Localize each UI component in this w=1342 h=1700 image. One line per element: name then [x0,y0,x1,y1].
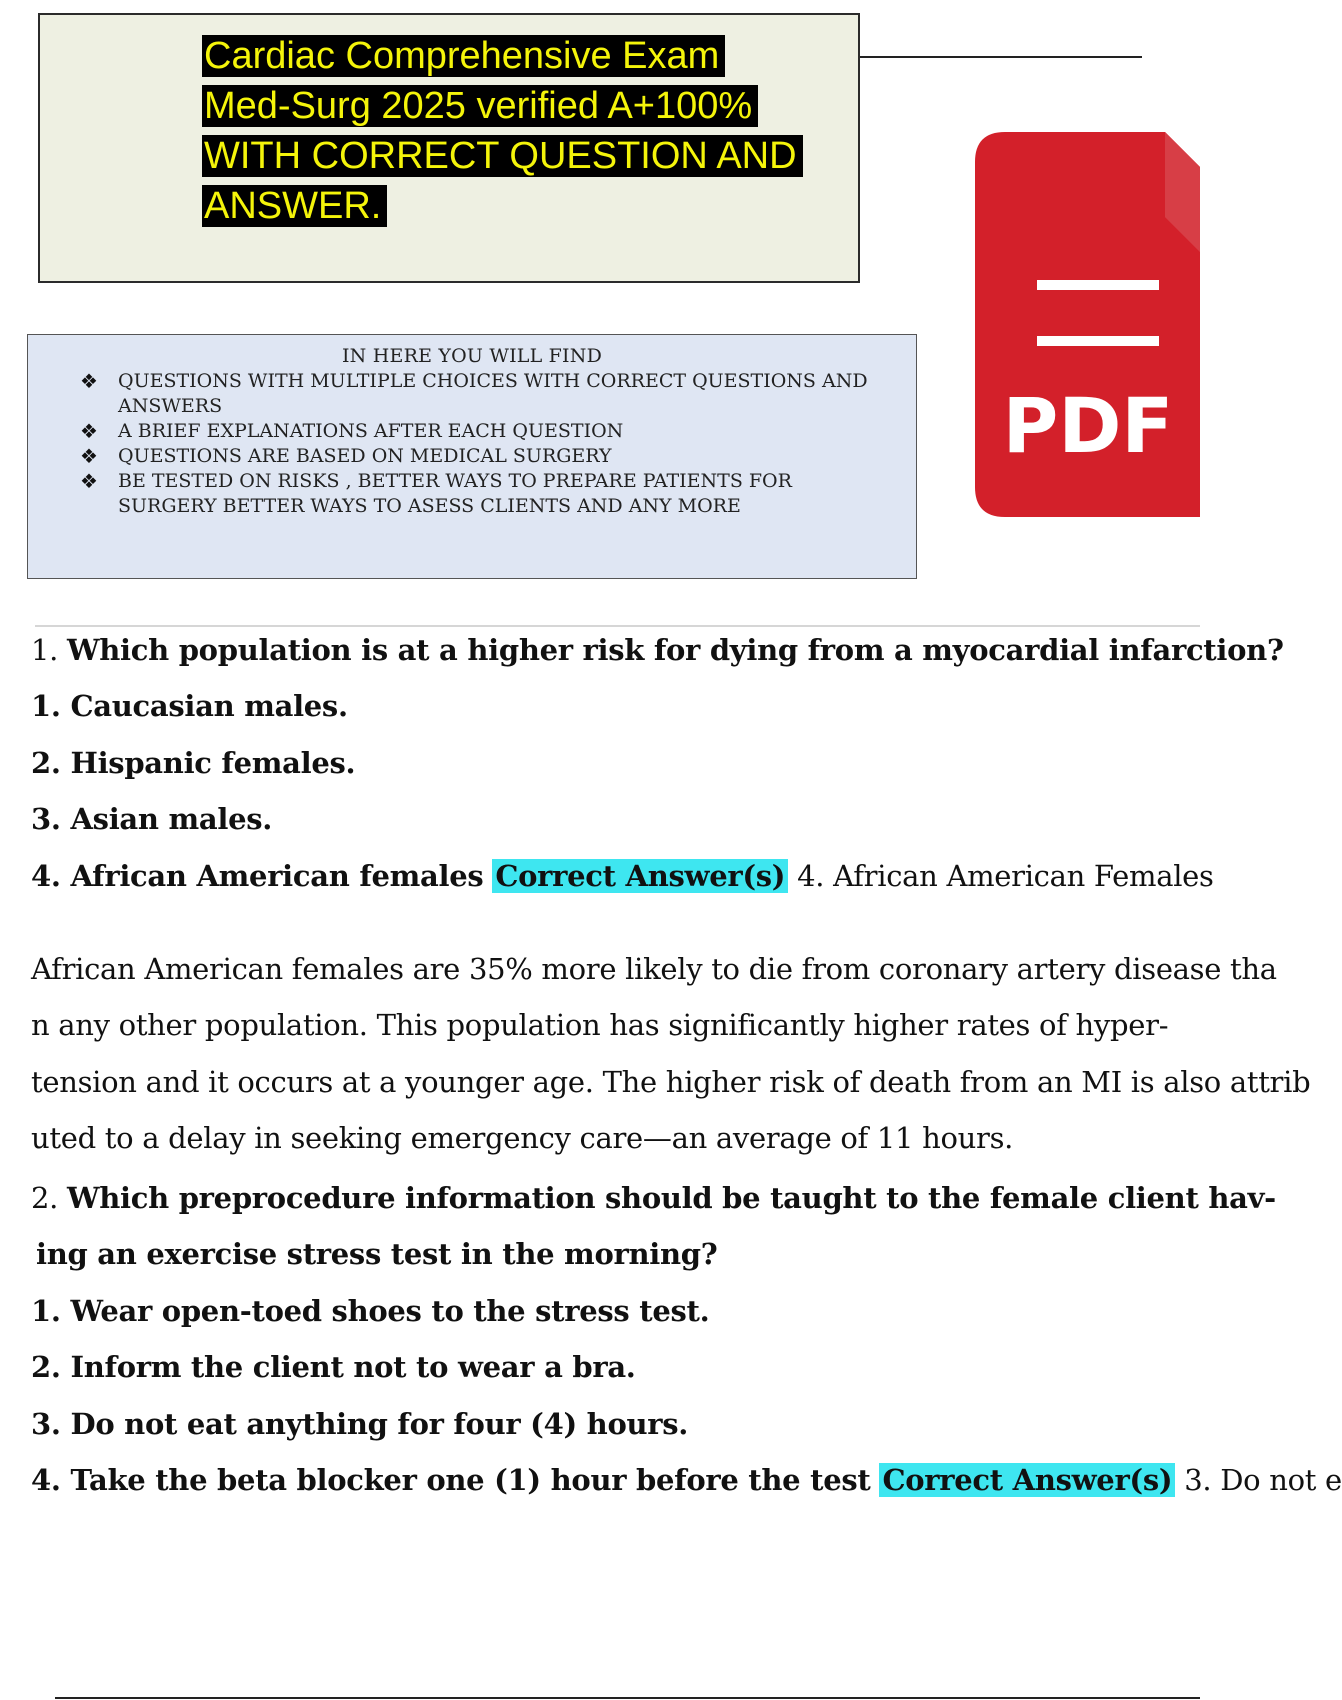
section-separator [35,625,1200,627]
correct-answer-label: Correct Answer(s) [879,1463,1175,1497]
explanation-line: tension and it occurs at a younger age. The higher risk of death from an MI is also attrib [31,1065,1311,1099]
title-line-1: Cardiac Comprehensive Exam [202,35,725,77]
info-item: ❖ QUESTIONS WITH MULTIPLE CHOICES WITH CORRECT QUESTIONS AND ANSWERS [80,369,868,417]
info-box [27,334,917,579]
question-2-option-4: 4. Take the beta blocker one (1) hour before the test [31,1463,871,1497]
title-line-2: Med-Surg 2025 verified A+100% [202,85,758,127]
explanation-line: uted to a delay in seeking emergency care—an average of 11 hours. [31,1121,1014,1155]
question-2-option-2: 2. Inform the client not to wear a bra. [31,1350,636,1384]
document-title [202,31,852,231]
question-1-option-1: 1. Caucasian males. [31,689,348,723]
diamond-bullet-icon: ❖ [80,444,98,468]
title-box [38,13,860,283]
question-1-option-4-row [31,856,1214,896]
bottom-rule [55,1697,1200,1699]
info-list [28,369,916,519]
info-item: ❖ A BRIEF EXPLANATIONS AFTER EACH QUESTION [80,419,624,443]
question-2-stem: 2. Which preprocedure information should be taught to the female client hav- [31,1181,1276,1215]
explanation-line: n any other population. This population has significantly higher rates of hyper- [31,1008,1169,1042]
explanation-line: African American females are 35% more likely to die from coronary artery disease tha [31,952,1277,986]
title-line-4: ANSWER. [202,185,387,227]
correct-answer-text: 4. African American Females [797,859,1214,893]
question-2-option-3: 3. Do not eat anything for four (4) hours. [31,1407,689,1441]
question-1-option-3: 3. Asian males. [31,802,273,836]
question-2-option-4-row [31,1460,1342,1500]
question-1-option-4: 4. African American females [31,859,484,893]
question-1-option-2: 2. Hispanic females. [31,746,356,780]
info-item: ❖ QUESTIONS ARE BASED ON MEDICAL SURGERY [80,444,612,468]
correct-answer-label: Correct Answer(s) [492,859,788,893]
diamond-bullet-icon: ❖ [80,469,98,493]
title-rule [860,56,1142,58]
diamond-bullet-icon: ❖ [80,369,98,393]
question-2-stem-continued: ing an exercise stress test in the morning? [36,1237,718,1271]
question-2-option-1: 1. Wear open-toed shoes to the stress test. [31,1294,710,1328]
pdf-file-icon [975,132,1200,517]
pdf-icon-label: PDF [1002,381,1174,470]
question-1-stem: 1. Which population is at a higher risk for dying from a myocardial infarction? [31,633,1284,667]
diamond-bullet-icon: ❖ [80,419,98,443]
title-line-3: WITH CORRECT QUESTION AND [202,135,803,177]
info-heading: IN HERE YOU WILL FIND [341,345,603,367]
info-item: ❖ BE TESTED ON RISKS , BETTER WAYS TO PREPARE PATIENTS FOR SURGERY BETTER WAYS TO ASESS CLIENTS AND ANY MORE [80,469,792,517]
correct-answer-text: 3. Do not e [1184,1463,1342,1497]
